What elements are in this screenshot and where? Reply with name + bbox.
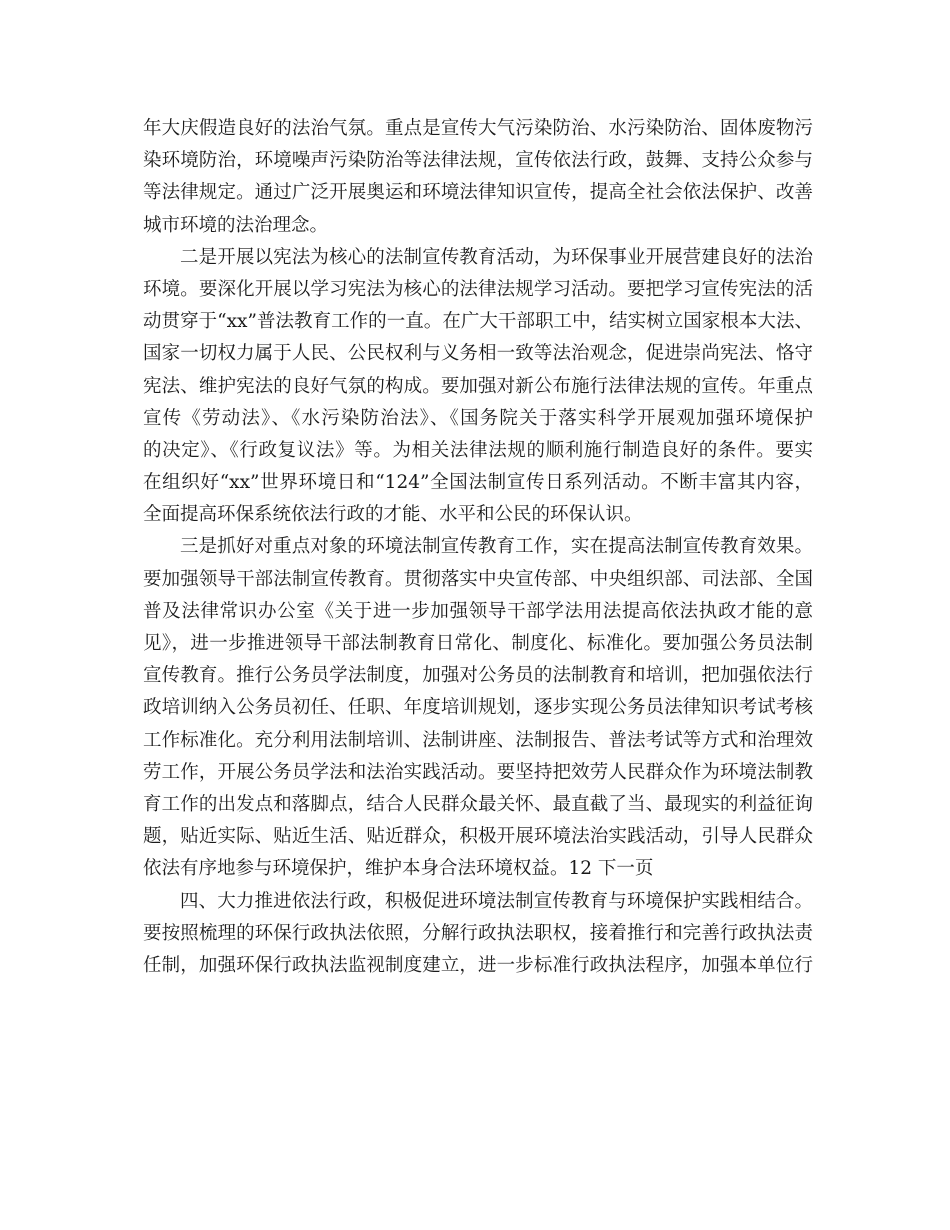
text-line: 宣传教育。推行公务员学法制度，加强对公务员的法制教育和培训，把加强依法行 [143, 665, 813, 687]
text-line: 宪法、维护宪法的良好气氛的构成。要加强对新公布施行法律法规的宣传。年重点 [143, 375, 813, 397]
text-line: 育工作的出发点和落脚点，结合人民群众最关怀、最直截了当、最现实的利益征询 [143, 793, 813, 815]
text-line: 城市环境的法治理念。 [143, 214, 329, 236]
text-line: 全面提高环保系统依法行政的才能、水平和公民的环保认识。 [143, 504, 643, 526]
text-line: 任制，加强环保行政执法监视制度建立，进一步标准行政执法程序，加强本单位行 [143, 954, 813, 976]
text-line: 等法律规定。通过广泛开展奥运和环境法律知识宣传，提高全社会依法保护、改善 [143, 182, 813, 204]
text-line: 见》，进一步推进领导干部法制教育日常化、制度化、标准化。要加强公务员法制 [143, 633, 813, 654]
paragraph-start-line: 四、大力推进依法行政，积极促进环境法制宣传教育与环境保护实践相结合。 [180, 890, 813, 912]
text-line: 工作标准化。充分利用法制培训、法制讲座、法制报告、普法考试等方式和治理效 [143, 729, 813, 751]
text-line: 政培训纳入公务员初任、任职、年度培训规划，逐步实现公务员法律知识考试考核 [143, 697, 813, 719]
text-line: 题，贴近实际、贴近生活、贴近群众，积极开展环境法治实践活动，引导人民群众 [143, 826, 813, 848]
paragraph-start-line: 二是开展以宪法为核心的法制宣传教育活动，为环保事业开展营建良好的法治 [180, 246, 813, 268]
text-line: 环境。要深化开展以学习宪法为核心的法律法规学习活动。要把学习宣传宪法的活 [143, 278, 813, 300]
text-line: 劳工作，开展公务员学法和法治实践活动。要坚持把效劳人民群众作为环境法制教 [143, 761, 813, 783]
text-line: 年大庆假造良好的法治气氛。重点是宣传大气污染防治、水污染防治、固体废物污 [143, 118, 813, 139]
text-line: 的决定》、《行政复议法》等。为相关法律法规的顺利施行制造良好的条件。要实 [143, 439, 813, 461]
paragraph-start-line: 三是抓好对重点对象的环境法制宣传教育工作，实在提高法制宣传教育效果。 [180, 536, 813, 558]
text-line: 国家一切权力属于人民、公民权利与义务相一致等法治观念，促进崇尚宪法、恪守 [143, 343, 813, 365]
text-line: 染环境防治，环境噪声污染防治等法律法规，宣传依法行政，鼓舞、支持公众参与 [143, 150, 813, 172]
text-line: 要加强领导干部法制宣传教育。贯彻落实中央宣传部、中央组织部、司法部、全国 [143, 568, 813, 590]
text-line: 要按照梳理的环保行政执法依照，分解行政执法职权，接着推行和完善行政执法责 [143, 922, 813, 944]
text-line: 普及法律常识办公室《关于进一步加强领导干部学法用法提高依法执政才能的意 [143, 600, 813, 622]
text-line: 依法有序地参与环境保护，维护本身合法环境权益。12 下一页 [143, 858, 654, 880]
text-line: 动贯穿于“xx”普法教育工作的一直。在广大干部职工中，结实树立国家根本大法、 [143, 311, 813, 333]
text-line: 宣传《劳动法》、《水污染防治法》、《国务院关于落实科学开展观加强环境保护 [143, 407, 813, 429]
body-text [143, 113, 813, 982]
text-line: 在组织好“xx”世界环境日和“124”全国法制宣传日系列活动。不断丰富其内容， [143, 472, 813, 494]
